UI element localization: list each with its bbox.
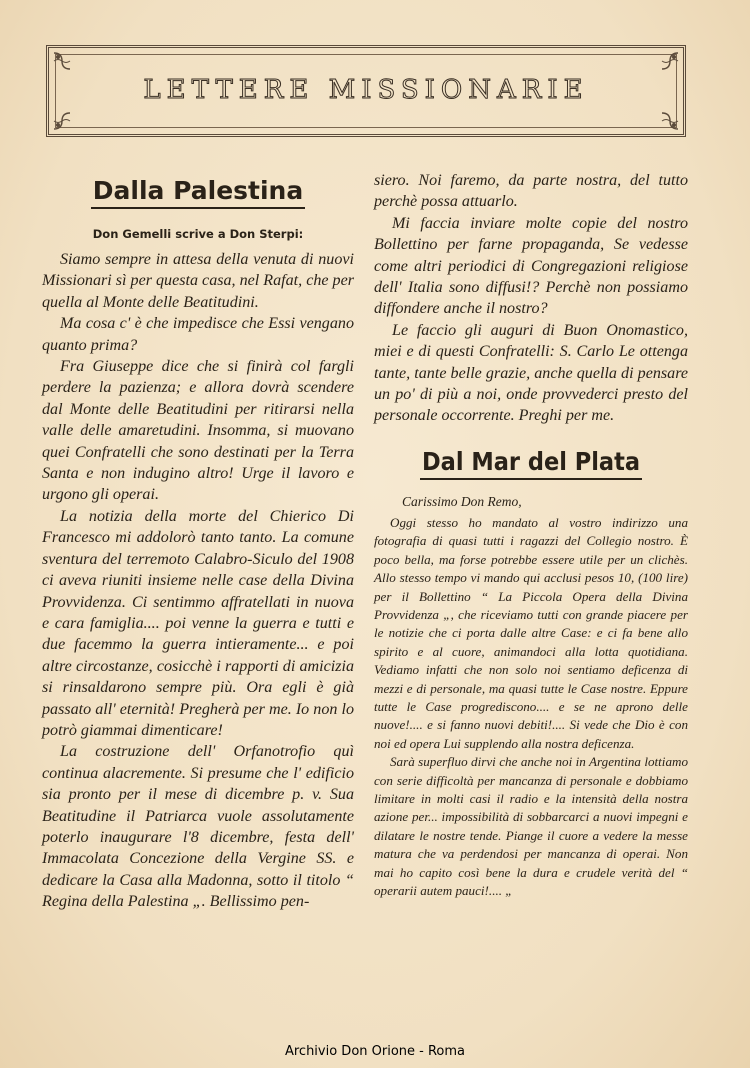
paragraph: Le faccio gli auguri di Buon Onomastico, miei e di questi Confratelli: S. Carlo Le ottenga tante, tante belle grazie, anche quella di pensare un po' di più a noi, onde provvederci presto del personale occorrente. Preghi per me. [374,321,688,425]
letter-body [374,514,688,901]
corner-ornament-icon [51,50,73,72]
section-title [42,176,354,209]
page-title: LETTERE MISSIONARIE [143,75,589,105]
byline: Don Gemelli scrive a Don Sterpi: [92,227,304,241]
continuation-block [374,170,688,427]
header-frame [46,45,686,137]
paragraph: Siamo sempre in attesa della venuta di nuovi Missionari sì per questa casa, nel Rafat, che per quella al Monte delle Beatitudini. [42,251,355,311]
archive-footer: Archivio Don Orione - Roma [284,1044,466,1059]
paragraph: La costruzione dell' Orfanotrofio quì continua alacremente. Si presume che l' edificio sia pronto per il mese di dicembre p. v. Sua Beatitudine il Patriarca vuole assolutamente poterlo inaugurare l'8 dicembre, festa dell' Immacolata Concezione della Vergine SS. e dedicare la Casa alla Madonna, sotto il titolo “ Regina della Palestina „. Bellissimo pen- [42,743,354,911]
corner-ornament-icon [659,50,681,72]
section-title-mar-del-plata: Dal Mar del Plata [420,447,642,480]
paragraph: Fra Giuseppe dice che si finirà col fargli perdere la pazienza; e allora dovrà scendere dal Monte delle Beatitudini per ritirarsi nella valle delle amaretudini. Insomma, si muovano quei Confratelli che sono destinati per la Terra Santa e non indugino altro! Urge il lavoro e urgono gli operai. [42,358,354,504]
section-title-palestina: Dalla Palestina [91,176,305,209]
paragraph: Mi faccia inviare molte copie del nostro Bollettino per farne propaganda, Se vedesse come altri periodici di Congregazioni religiose dell' Italia sono diffusi!? Perchè non possiamo diffondere anche il nostro? [374,214,688,318]
corner-ornament-icon [659,110,681,132]
corner-ornament-icon [51,110,73,132]
section-title [374,447,688,480]
right-column [374,170,688,900]
paragraph: siero. Noi faremo, da parte nostra, del tutto perchè possa attuarlo. [374,172,688,211]
left-column [42,170,354,913]
paragraph: La notizia della morte del Chierico Di Francesco mi addolorò tanto tanto. La comune sventura del terremoto Calabro-Siculo del 1908 ci aveva riuniti insieme nelle case della Divina Provvidenza. Ci sentimmo affratellati in nuova e cara famiglia.... poi venne la guerra e tutti e due facemmo la guerra intieramente... e poi altre circostanze, cosicchè i rapporti di amicizia si rinsaldarono sempre più. Ora egli è già passato all' eternità! Pregherà per me. Io non lo potrò giammai dimenticare! [42,507,354,739]
salutation: Carissimo Don Remo, [402,493,522,509]
paragraph: Sarà superfluo dirvi che anche noi in Argentina lottiamo con serie difficoltà per mancanza di personale e dobbiamo limitare in molti casi il radio e la intensità della nostra azione per... impossibilità di sobbarcarci a nuovi impegni e dilatare le nostre tende. Piange il cuore a vedere la messe matura che va perdendosi per mancanza di operai. Non mai ho capito così bene la dura e crudele verità del “ operarii autem pauci!.... „ [374,754,688,898]
paragraph: Oggi stesso ho mandato al vostro indirizzo una fotografia di quasi tutti i ragazzi del Collegio nostro. È poco bella, ma forse potrebbe essere utile per un clichès. Allo stesso tempo vi mando qui acclusi pesos 10, (100 lire) per il Bollettino “ La Piccola Opera della Divina Provvidenza „, che riceviamo tutti con grande piacere per le notizie che ci porta dalle altre Case: e ci fa bene allo spirito e al cuore, animandoci alla lotta quotidiana. Vediamo infatti che non solo noi sentiamo deficenza di mezzi e di personale, ma quasi tutte le Case nostre. Eppure tutte le Case progrediscono.... e se ne aprono delle nuove!.... e si fanno nuovi debiti!.... Si vede che Dio è con noi ed opera Lui supplendo alla nostra deficenza. [374,514,688,751]
paragraph: Ma cosa c' è che impedisce che Essi vengano quanto prima? [42,315,354,354]
